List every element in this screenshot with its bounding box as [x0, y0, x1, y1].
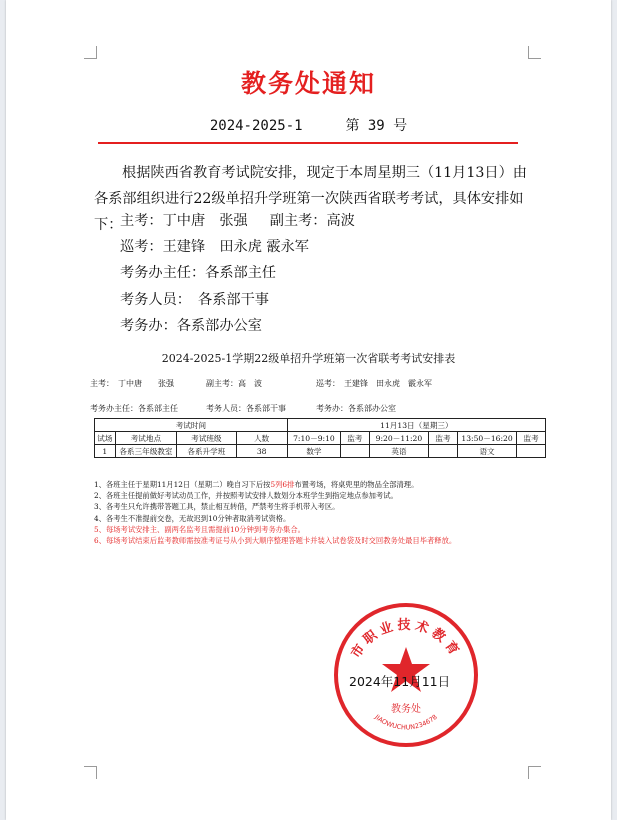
- table-header-row-2: [95, 432, 546, 445]
- director-line: 考务办主任：各系部主任: [120, 265, 277, 281]
- schedule-office: 考务办：各系部办公室: [316, 404, 396, 413]
- table-cell: 1: [95, 445, 116, 458]
- doc-number-year: 2024-2025-1: [209, 118, 303, 134]
- intro-paragraph: 根据陕西省教育考试院安排，现定于本周星期三（11月13日）由各系部组织进行22级单招升学班第一次陕西省联考考试，具体安排如下：: [94, 165, 527, 233]
- crop-mark-bottom-right: [528, 766, 541, 779]
- chief-examiner-line: [120, 210, 355, 230]
- note-item: 4、各考生不准提前交卷，无故迟到10分钟者取消考试资格。: [94, 513, 291, 523]
- schedule-director: 考务办主任：各系部主任: [90, 404, 178, 413]
- col-header: 考试地点: [115, 432, 176, 445]
- document-page: [6, 0, 611, 820]
- vice-label: 副主考：: [269, 213, 327, 229]
- header-date: 11月13日（星期三）: [287, 419, 545, 432]
- schedule-staff: 考务人员：各系部干事: [206, 404, 286, 413]
- patrol-line: 巡考：王建锋 田永虎 霰永军: [120, 239, 309, 255]
- col-header: 监考: [429, 432, 458, 445]
- notes-list: [94, 479, 554, 546]
- table-cell: 英语: [369, 445, 428, 458]
- note-item: 6、每场考试结束后监考教师需按准考证号从小到大顺序整理答题卡并装入试卷袋及时交回教务处最目毕者释放。: [94, 536, 457, 546]
- note-item: 3、各考生只允许携带答题工具，禁止相互转借，严禁考生将手机带入考区。: [94, 502, 340, 512]
- table-row: [95, 445, 546, 458]
- col-header: 考试班级: [177, 432, 236, 445]
- table-cell: [429, 445, 458, 458]
- table-cell: [341, 445, 370, 458]
- schedule-title: 2024-2025-1学期22级单招升学班第一次省联考考试安排表: [161, 352, 456, 365]
- doc-number-seq: 第 39 号: [345, 118, 408, 134]
- col-header: 试场: [95, 432, 116, 445]
- schedule-table: [94, 418, 546, 458]
- table-cell: [517, 445, 546, 458]
- table-cell: 38: [236, 445, 287, 458]
- chief-names: 丁中唐 张强: [162, 213, 248, 229]
- col-header: 7:10－9:10: [287, 432, 340, 445]
- vice-names: 高波: [326, 213, 355, 229]
- red-divider: [98, 142, 518, 144]
- document-number: [6, 115, 611, 135]
- header-exam-time: 考试时间: [95, 419, 288, 432]
- note-item: 2、各班主任提前做好考试动员工作，并按照考试安排人数划分本班学生到指定地点参加考试。: [94, 491, 398, 501]
- note-item: 5、每场考试安排主、副两名监考且需提前10分钟到考务办集合。: [94, 524, 305, 534]
- crop-mark-bottom-left: [84, 766, 97, 779]
- col-header: 13:50－16:20: [457, 432, 516, 445]
- table-cell: 数学: [287, 445, 340, 458]
- col-header: 监考: [517, 432, 546, 445]
- staff-line: 考务人员： 各系部干事: [120, 292, 269, 308]
- chief-label: 主考：: [120, 213, 163, 229]
- table-header-row-1: [95, 419, 546, 432]
- table-cell: 各系三年级教室: [115, 445, 176, 458]
- seal-office: 教务处: [391, 704, 421, 715]
- col-header: 9:20－11:20: [369, 432, 428, 445]
- schedule-vice: 副主考：高 波: [206, 379, 262, 388]
- schedule-patrol: 巡考： 王建锋 田永虎 霰永军: [316, 379, 432, 388]
- crop-mark-top-left: [84, 46, 97, 59]
- sign-date: 2024年11月11日: [349, 674, 451, 689]
- schedule-chief: 主考： 丁中唐 张强: [90, 379, 174, 388]
- note-item: 1、各班主任于星期11月12日（星期二）晚自习下后按5列6排布置考场，将桌兜里的物品全部清理。: [94, 480, 419, 489]
- seal-ring-text: 市职业技术教育: [348, 618, 464, 662]
- office-line: 考务办：各系部办公室: [120, 318, 262, 334]
- col-header: 人数: [236, 432, 287, 445]
- seal-code: JIAOWUCHUN234678: [373, 713, 439, 732]
- notice-title: 教务处通知: [240, 69, 376, 98]
- table-cell: 各系升学班: [177, 445, 236, 458]
- table-cell: 语文: [457, 445, 516, 458]
- crop-mark-top-right: [528, 46, 541, 59]
- col-header: 监考: [341, 432, 370, 445]
